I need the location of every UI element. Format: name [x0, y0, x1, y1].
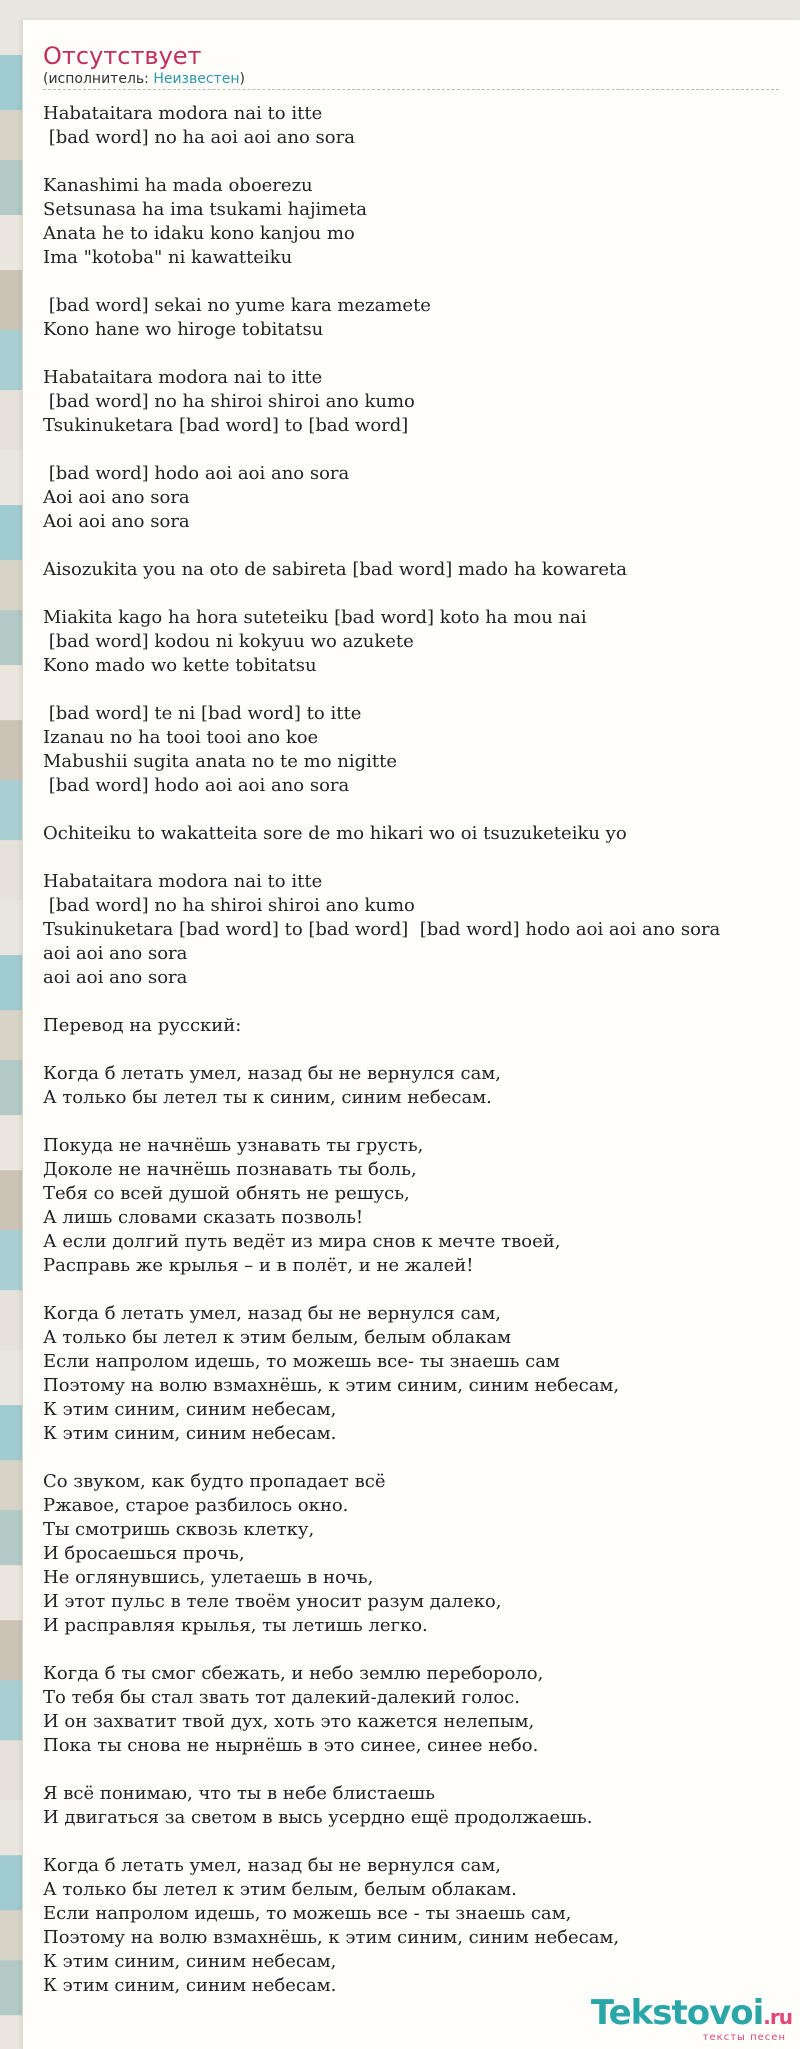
lyric-line: Aoi aoi ano sora	[43, 487, 190, 508]
lyric-line: Когда б летать умел, назад бы не вернулся сам,	[43, 1063, 502, 1084]
lyric-line	[43, 342, 720, 366]
lyric-line: Я всё понимаю, что ты в небе блистаешь	[43, 1783, 435, 1804]
lyric-line: Если напролом идешь, то можешь все- ты знаешь сам	[43, 1351, 560, 1372]
artist-line	[43, 70, 779, 90]
lyric-line: И двигаться за светом в высь усердно ещё продолжаешь.	[43, 1807, 593, 1828]
lyric-line: Доколе не начнёшь познавать ты боль,	[43, 1159, 417, 1180]
lyric-line: aoi aoi ano sora	[43, 967, 188, 988]
lyric-line: И этот пульс в теле твоём уносит разум далеко,	[43, 1591, 502, 1612]
lyric-line: Когда б летать умел, назад бы не вернулся сам,	[43, 1303, 502, 1324]
lyric-line	[43, 438, 720, 462]
lyric-line: [bad word] te ni [bad word] to itte	[43, 703, 362, 724]
lyric-line: [bad word] sekai no yume kara mezamete	[43, 295, 431, 316]
logo-tagline: тексты песен	[702, 2032, 786, 2043]
lyric-line: [bad word] kodou ni kokyuu wo azukete	[43, 631, 414, 652]
lyric-line: Перевод на русский:	[43, 1015, 242, 1036]
lyric-line: Kono mado wo kette tobitatsu	[43, 655, 317, 676]
lyric-line: Ochiteiku to wakatteita sore de mo hikari wo oi tsuzuketeiku yo	[43, 823, 627, 844]
lyric-line	[43, 1278, 720, 1302]
lyric-line: Mabushii sugita anata no te mo nigitte	[43, 751, 398, 772]
lyric-line: Расправь же крылья – и в полёт, и не жалей!	[43, 1255, 474, 1276]
site-logo[interactable]	[591, 1994, 792, 2043]
lyric-line: А если долгий путь ведёт из мира снов к мечте твоей,	[43, 1231, 561, 1252]
song-title: Отсутствует	[43, 42, 202, 70]
lyric-line: Со звуком, как будто пропадает всё	[43, 1471, 386, 1492]
lyric-line: К этим синим, синим небесам.	[43, 1423, 337, 1444]
lyric-line: Habataitara modora nai to itte	[43, 871, 323, 892]
lyric-line	[43, 1638, 720, 1662]
lyric-line: И бросаешься прочь,	[43, 1543, 245, 1564]
artist-prefix: (исполнитель:	[43, 71, 154, 87]
lyric-line: [bad word] hodo aoi aoi ano sora	[43, 775, 350, 796]
lyric-line	[43, 534, 720, 558]
lyric-line: Aoi aoi ano sora	[43, 511, 190, 532]
artist-link[interactable]: Неизвестен	[153, 71, 240, 87]
lyric-line: Kanashimi ha mada oboerezu	[43, 175, 313, 196]
lyric-line	[43, 678, 720, 702]
lyric-line: Поэтому на волю взмахнёшь, к этим синим, синим небесам,	[43, 1375, 620, 1396]
lyric-line	[43, 150, 720, 174]
lyric-line: Setsunasa ha ima tsukami hajimeta	[43, 199, 367, 220]
lyric-line	[43, 846, 720, 870]
lyric-line: Izanau no ha tooi tooi ano koe	[43, 727, 319, 748]
lyric-line: Anata he to idaku kono kanjou mo	[43, 223, 355, 244]
lyric-line	[43, 1830, 720, 1854]
lyric-line	[43, 1110, 720, 1134]
lyric-line	[43, 1758, 720, 1782]
lyric-line: Kono hane wo hiroge tobitatsu	[43, 319, 324, 340]
lyric-line: aoi aoi ano sora	[43, 943, 188, 964]
lyric-line: Miakita kago ha hora suteteiku [bad word] koto ha mou nai	[43, 607, 587, 628]
lyric-line: Tsukinuketara [bad word] to [bad word] [bad word] hodo aoi aoi ano sora	[43, 919, 721, 940]
lyric-line: [bad word] hodo aoi aoi ano sora	[43, 463, 350, 484]
lyric-line: Покуда не начнёшь узнавать ты грусть,	[43, 1135, 424, 1156]
lyric-line: [bad word] no ha aoi aoi ano sora	[43, 127, 355, 148]
lyric-line	[43, 582, 720, 606]
lyric-line: Tsukinuketara [bad word] to [bad word]	[43, 415, 409, 436]
lyric-line	[43, 1446, 720, 1470]
lyric-line: И расправляя крылья, ты летишь легко.	[43, 1615, 428, 1636]
lyric-line	[43, 798, 720, 822]
lyric-line: Habataitara modora nai to itte	[43, 367, 323, 388]
lyric-line: То тебя бы стал звать тот далекий-далекий голос.	[43, 1687, 520, 1708]
lyric-line: А только бы летел к этим белым, белым облакам	[43, 1327, 512, 1348]
lyrics-text	[43, 102, 720, 1998]
song-header	[43, 42, 779, 90]
lyric-line: Когда б ты смог сбежать, и небо землю перебороло,	[43, 1663, 544, 1684]
lyric-line: Если напролом идешь, то можешь все - ты знаешь сам,	[43, 1903, 572, 1924]
lyric-line: А только бы летел к этим белым, белым облакам.	[43, 1879, 517, 1900]
lyric-line: Ржавое, старое разбилось окно.	[43, 1495, 349, 1516]
logo-wordmark	[591, 1994, 792, 2036]
lyric-line: Пока ты снова не нырнёшь в это синее, синее небо.	[43, 1735, 539, 1756]
lyric-line: А только бы летел ты к синим, синим небесам.	[43, 1087, 492, 1108]
artist-suffix: )	[239, 71, 245, 87]
lyric-line	[43, 1038, 720, 1062]
lyric-line: [bad word] no ha shiroi shiroi ano kumo	[43, 895, 415, 916]
lyric-line: К этим синим, синим небесам,	[43, 1951, 337, 1972]
lyric-line: [bad word] no ha shiroi shiroi ano kumo	[43, 391, 415, 412]
lyric-line	[43, 270, 720, 294]
lyric-line: И он захватит твой дух, хоть это кажется нелепым,	[43, 1711, 535, 1732]
lyric-line: Когда б летать умел, назад бы не вернулся сам,	[43, 1855, 502, 1876]
lyric-line: Ты смотришь сквозь клетку,	[43, 1519, 315, 1540]
lyric-line	[43, 990, 720, 1014]
logo-main-text: Tekstovoi	[590, 1993, 764, 2033]
lyric-line: Тебя со всей душой обнять не решусь,	[43, 1183, 410, 1204]
lyric-line: К этим синим, синим небесам,	[43, 1399, 337, 1420]
lyric-line: Ima "kotoba" ni kawatteiku	[43, 247, 293, 268]
lyric-line: Aisozukita you na oto de sabireta [bad word] mado ha kowareta	[43, 559, 628, 580]
lyric-line: Не оглянувшись, улетаешь в ночь,	[43, 1567, 374, 1588]
lyric-line: Habataitara modora nai to itte	[43, 103, 323, 124]
lyrics-card	[22, 20, 800, 2049]
logo-tld: .ru	[763, 2005, 792, 2029]
lyric-line: Поэтому на волю взмахнёшь, к этим синим, синим небесам,	[43, 1927, 620, 1948]
lyric-line: А лишь словами сказать позволь!	[43, 1207, 364, 1228]
lyric-line: К этим синим, синим небесам.	[43, 1975, 337, 1996]
